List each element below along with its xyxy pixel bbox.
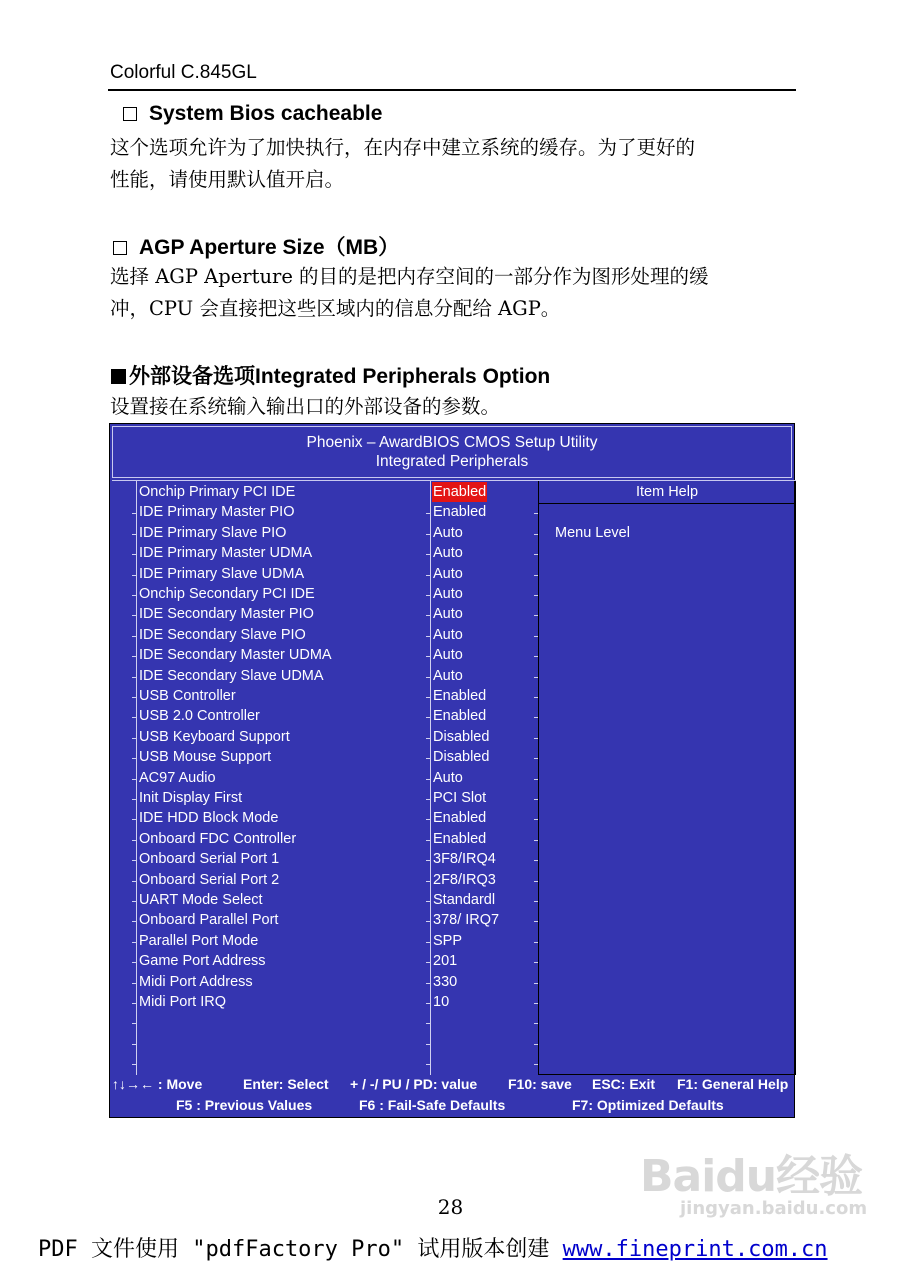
legend-value: + / -/ PU / PD: value — [350, 1076, 478, 1092]
bios-option-row[interactable] — [112, 523, 532, 543]
bios-option-row[interactable] — [112, 870, 532, 890]
bios-option-label: USB 2.0 Controller — [139, 708, 260, 725]
bios-option-value[interactable]: Auto — [433, 565, 463, 582]
bios-option-row[interactable] — [112, 666, 532, 686]
bios-option-label: Parallel Port Mode — [139, 932, 259, 949]
bios-option-value[interactable]: 2F8/IRQ3 — [433, 871, 496, 888]
bios-option-value[interactable]: Enabled — [433, 504, 487, 521]
legend-general-help: F1: General Help — [677, 1076, 789, 1092]
legend-select: Enter: Select — [243, 1076, 329, 1092]
bios-screen — [109, 423, 795, 1118]
bios-option-value[interactable]: Auto — [433, 606, 463, 623]
bios-option-row[interactable] — [112, 502, 532, 522]
bios-option-label: IDE Secondary Slave PIO — [139, 626, 306, 643]
bios-option-label: Init Display First — [139, 790, 243, 806]
legend-exit: ESC: Exit — [592, 1076, 656, 1092]
bios-option-label: Onboard FDC Controller — [139, 830, 297, 847]
bios-main-panel — [112, 480, 796, 1074]
bios-option-label: IDE Primary Slave PIO — [139, 524, 287, 541]
bios-option-row[interactable] — [112, 706, 532, 726]
bios-option-label: USB Controller — [139, 688, 236, 704]
bios-option-value[interactable]: 378/ IRQ7 — [433, 912, 500, 929]
bios-option-label: AC97 Audio — [139, 769, 216, 786]
bios-option-label: Onboard Serial Port 2 — [139, 871, 280, 888]
document-header-title: Colorful C.845GL — [110, 62, 257, 83]
bios-option-value[interactable]: PCI Slot — [433, 790, 487, 806]
section-heading-integrated-peripherals: 外部设备选项Integrated Peripherals Option — [111, 360, 550, 390]
divider-tick — [132, 1023, 136, 1024]
fineprint-link[interactable]: www.fineprint.com.cn — [562, 1237, 828, 1262]
bios-option-label: USB Keyboard Support — [139, 728, 290, 745]
bios-option-row[interactable] — [112, 768, 532, 788]
bios-option-value[interactable]: 330 — [433, 973, 458, 990]
bios-option-label: USB Mouse Support — [139, 749, 272, 766]
section-heading-agp-aperture: AGP Aperture Size（MB） — [113, 231, 399, 261]
bios-option-value[interactable]: Auto — [433, 769, 463, 786]
bios-option-value[interactable]: Enabled — [433, 830, 487, 847]
bios-key-legend — [110, 1073, 794, 1117]
bios-option-value[interactable]: Auto — [433, 545, 463, 562]
bios-subtitle: Integrated Peripherals — [375, 453, 529, 470]
divider-tick — [426, 1023, 430, 1024]
legend-previous-values: F5 : Previous Values — [176, 1097, 313, 1113]
section-paragraph-bios-cacheable: 这个选项允许为了加快执行，在内存中建立系统的缓存。为了更好的 性能，请使用默认值开启。 — [110, 136, 696, 191]
bios-option-row[interactable] — [112, 564, 532, 584]
bios-option-label: Onboard Parallel Port — [139, 912, 279, 929]
bios-option-label: Midi Port IRQ — [139, 994, 227, 1010]
header-rule — [108, 89, 796, 91]
bios-option-row[interactable] — [112, 931, 532, 951]
pdf-footer: PDF 文件使用 "pdfFactory Pro" 试用版本创建 www.fineprint.com.cn — [38, 1237, 828, 1262]
bios-option-row[interactable] — [112, 849, 532, 869]
bios-option-value[interactable]: 201 — [433, 953, 458, 970]
bios-option-label: Onboard Serial Port 1 — [139, 851, 280, 868]
bios-option-label: IDE Primary Master PIO — [139, 504, 295, 521]
bios-option-row[interactable] — [112, 747, 532, 767]
bios-option-value[interactable]: Auto — [433, 626, 463, 643]
legend-failsafe-defaults: F6 : Fail-Safe Defaults — [359, 1097, 506, 1113]
divider-tick — [132, 1044, 136, 1045]
divider-tick — [426, 1044, 430, 1045]
filled-square-icon — [111, 369, 126, 384]
checkbox-square-icon — [113, 241, 127, 255]
bios-option-label: IDE Primary Slave UDMA — [139, 565, 305, 582]
bios-option-label: Midi Port Address — [139, 973, 253, 990]
bios-title: Phoenix – AwardBIOS CMOS Setup Utility — [306, 434, 598, 451]
bios-option-label: Game Port Address — [139, 953, 266, 970]
bios-option-row[interactable] — [112, 584, 532, 604]
bios-option-value[interactable]: Disabled — [433, 749, 490, 766]
section-heading-bios-cacheable: System Bios cacheable — [123, 102, 382, 126]
bios-option-label: Onchip Secondary PCI IDE — [139, 586, 315, 602]
bios-option-label: UART Mode Select — [139, 892, 263, 908]
item-help-text: Menu Level — [555, 525, 630, 541]
bios-option-label: IDE HDD Block Mode — [139, 810, 279, 827]
bios-option-row[interactable] — [112, 992, 532, 1012]
bios-option-value[interactable]: Auto — [433, 586, 463, 602]
bios-option-value[interactable]: Enabled — [433, 708, 487, 725]
bios-option-value[interactable]: Auto — [433, 524, 463, 541]
section-paragraph-agp-aperture: 选择 AGP Aperture 的目的是把内存空间的一部分作为图形处理的缓 冲，CPU 会直接把这些区域内的信息分配给 AGP。 — [110, 265, 709, 320]
bios-option-row[interactable] — [112, 482, 532, 502]
bios-option-row[interactable] — [112, 625, 532, 645]
legend-move: ↑↓→← : Move — [112, 1076, 203, 1092]
bios-option-row[interactable] — [112, 543, 532, 563]
checkbox-square-icon — [123, 107, 137, 121]
legend-save: F10: save — [508, 1076, 572, 1092]
bios-option-value[interactable]: Auto — [433, 667, 463, 684]
bios-option-row[interactable] — [112, 604, 532, 624]
divider-tick — [132, 1064, 136, 1065]
bios-title-box — [112, 426, 792, 478]
bios-option-row[interactable] — [112, 890, 532, 910]
bios-option-row[interactable] — [112, 686, 532, 706]
bios-option-row[interactable] — [112, 951, 532, 971]
baidu-watermark-logo: Baidu经验 jingyan.baidu.com — [640, 1151, 868, 1219]
bios-option-label: Onchip Primary PCI IDE — [139, 484, 296, 500]
bios-option-value[interactable]: Disabled — [433, 728, 490, 745]
divider-tick — [426, 1064, 430, 1065]
bios-option-value[interactable]: Auto — [433, 647, 463, 664]
bios-option-value[interactable]: Enabled — [433, 688, 487, 704]
bios-option-row[interactable] — [112, 788, 532, 808]
bios-option-value[interactable]: Standardl — [433, 892, 496, 908]
item-help-title: Item Help — [539, 481, 795, 504]
bios-option-label: IDE Primary Master UDMA — [139, 545, 313, 562]
bios-option-label: IDE Secondary Master UDMA — [139, 647, 332, 664]
bios-option-row[interactable] — [112, 645, 532, 665]
bios-option-row[interactable] — [112, 727, 532, 747]
bios-option-row[interactable] — [112, 808, 532, 828]
bios-option-row[interactable] — [112, 972, 532, 992]
bios-option-value[interactable]: SPP — [433, 932, 463, 949]
bios-option-row[interactable] — [112, 910, 532, 930]
bios-option-value[interactable]: Enabled — [433, 484, 487, 500]
bios-option-label: IDE Secondary Master PIO — [139, 606, 314, 623]
legend-optimized-defaults: F7: Optimized Defaults — [572, 1097, 724, 1113]
bios-option-value[interactable]: 10 — [433, 994, 450, 1010]
bios-option-label: IDE Secondary Slave UDMA — [139, 667, 324, 684]
bios-option-value[interactable]: Enabled — [433, 810, 487, 827]
bios-option-value[interactable]: 3F8/IRQ4 — [433, 851, 496, 868]
bios-option-row[interactable] — [112, 829, 532, 849]
page-number: 28 — [437, 1195, 464, 1219]
section-paragraph-integrated-peripherals: 设置接在系统输入输出口的外部设备的参数。 — [110, 395, 501, 418]
item-help-panel — [538, 481, 796, 1075]
